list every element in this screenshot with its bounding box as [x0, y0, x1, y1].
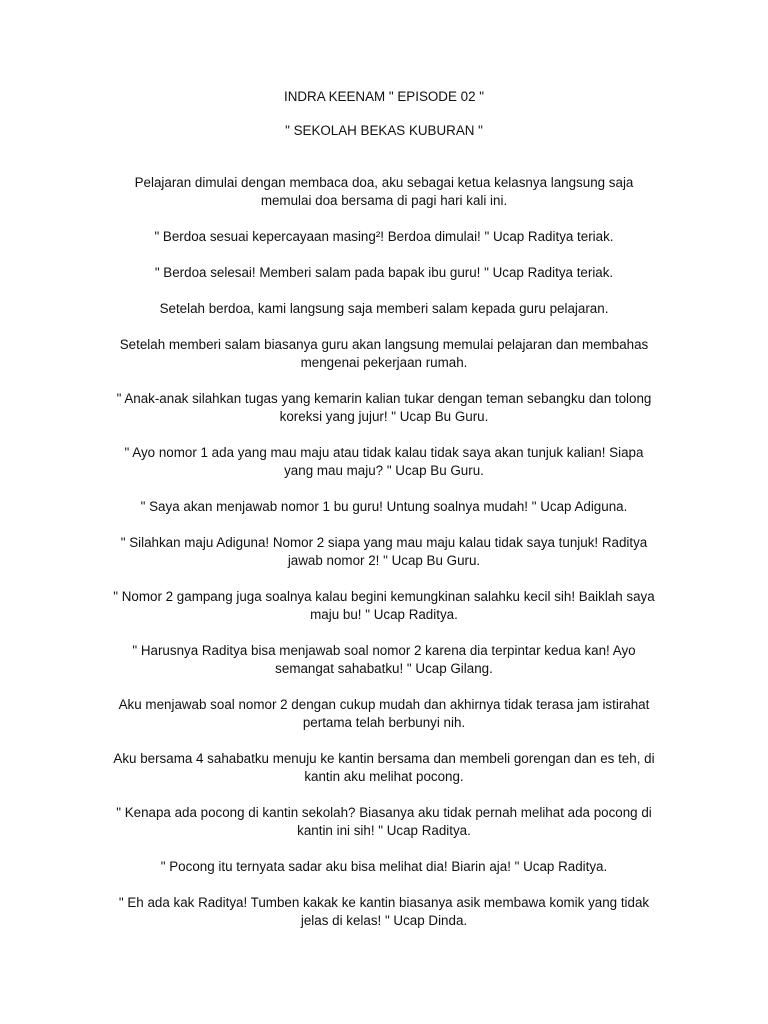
paragraph-line: " Kenapa ada pocong di kantin sekolah? Biasanya aku tidak pernah melihat ada pocong di — [116, 805, 652, 820]
paragraph — [92, 174, 676, 210]
paragraph-line: " Harusnya Raditya bisa menjawab soal nomor 2 karena dia terpintar kedua kan! Ayo — [132, 643, 636, 658]
paragraph — [92, 642, 676, 678]
paragraph-line: " Anak-anak silahkan tugas yang kemarin kalian tukar dengan teman sebangku dan tolong — [116, 391, 652, 406]
paragraph-line: " Berdoa sesuai kepercayaan masing²! Berdoa dimulai! " Ucap Raditya teriak. — [154, 229, 614, 244]
paragraph — [92, 264, 676, 282]
document-title: INDRA KEENAM " EPISODE 02 " — [283, 89, 484, 104]
paragraph — [92, 498, 676, 516]
paragraph-line: kantin ini sih! " Ucap Raditya. — [297, 823, 471, 838]
paragraph-line: kantin aku melihat pocong. — [304, 769, 464, 784]
paragraph-line: semangat sahabatku! " Ucap Gilang. — [275, 661, 493, 676]
paragraph-line: " Pocong itu ternyata sadar aku bisa melihat dia! Biarin aja! " Ucap Raditya. — [160, 859, 608, 874]
paragraph — [92, 444, 676, 480]
paragraph-list — [92, 174, 676, 930]
document-subtitle: " SEKOLAH BEKAS KUBURAN " — [285, 123, 483, 138]
paragraph-line: " Nomor 2 gampang juga soalnya kalau begini kemungkinan salahku kecil sih! Baiklah saya — [113, 589, 655, 604]
paragraph — [92, 696, 676, 732]
paragraph — [92, 390, 676, 426]
paragraph-line: " Eh ada kak Raditya! Tumben kakak ke kantin biasanya asik membawa komik yang tidak — [118, 895, 650, 910]
paragraph — [92, 588, 676, 624]
paragraph-line: Setelah berdoa, kami langsung saja memberi salam kepada guru pelajaran. — [159, 301, 609, 316]
paragraph-line: koreksi yang jujur! " Ucap Bu Guru. — [279, 409, 489, 424]
paragraph-line: Pelajaran dimulai dengan membaca doa, aku sebagai ketua kelasnya langsung saja — [134, 175, 634, 190]
paragraph-line: yang mau maju? " Ucap Bu Guru. — [284, 463, 484, 478]
paragraph-line: maju bu! " Ucap Raditya. — [310, 607, 458, 622]
paragraph — [92, 336, 676, 372]
paragraph-line: " Saya akan menjawab nomor 1 bu guru! Untung soalnya mudah! " Ucap Adiguna. — [140, 499, 628, 514]
paragraph — [92, 228, 676, 246]
paragraph-line: " Berdoa selesai! Memberi salam pada bapak ibu guru! " Ucap Raditya teriak. — [154, 265, 614, 280]
paragraph — [92, 750, 676, 786]
paragraph-line: pertama telah berbunyi nih. — [302, 715, 466, 730]
paragraph-line: Aku bersama 4 sahabatku menuju ke kantin bersama dan membeli gorengan dan es teh, di — [113, 751, 655, 766]
paragraph-line: memulai doa bersama di pagi hari kali ini. — [260, 193, 508, 208]
paragraph — [92, 858, 676, 876]
paragraph-line: Aku menjawab soal nomor 2 dengan cukup mudah dan akhirnya tidak terasa jam istirahat — [118, 697, 650, 712]
paragraph — [92, 804, 676, 840]
paragraph — [92, 894, 676, 930]
paragraph — [92, 300, 676, 318]
paragraph-line: " Ayo nomor 1 ada yang mau maju atau tidak kalau tidak saya akan tunjuk kalian! Siapa — [124, 445, 644, 460]
paragraph-line: Setelah memberi salam biasanya guru akan langsung memulai pelajaran dan membahas — [119, 337, 649, 352]
paragraph-line: mengenai pekerjaan rumah. — [300, 355, 468, 370]
paragraph-line: jawab nomor 2! " Ucap Bu Guru. — [287, 553, 481, 568]
document-body — [92, 88, 676, 948]
paragraph-line: " Silahkan maju Adiguna! Nomor 2 siapa yang mau maju kalau tidak saya tunjuk! Raditya — [120, 535, 648, 550]
paragraph-line: jelas di kelas! " Ucap Dinda. — [300, 913, 468, 928]
paragraph — [92, 534, 676, 570]
